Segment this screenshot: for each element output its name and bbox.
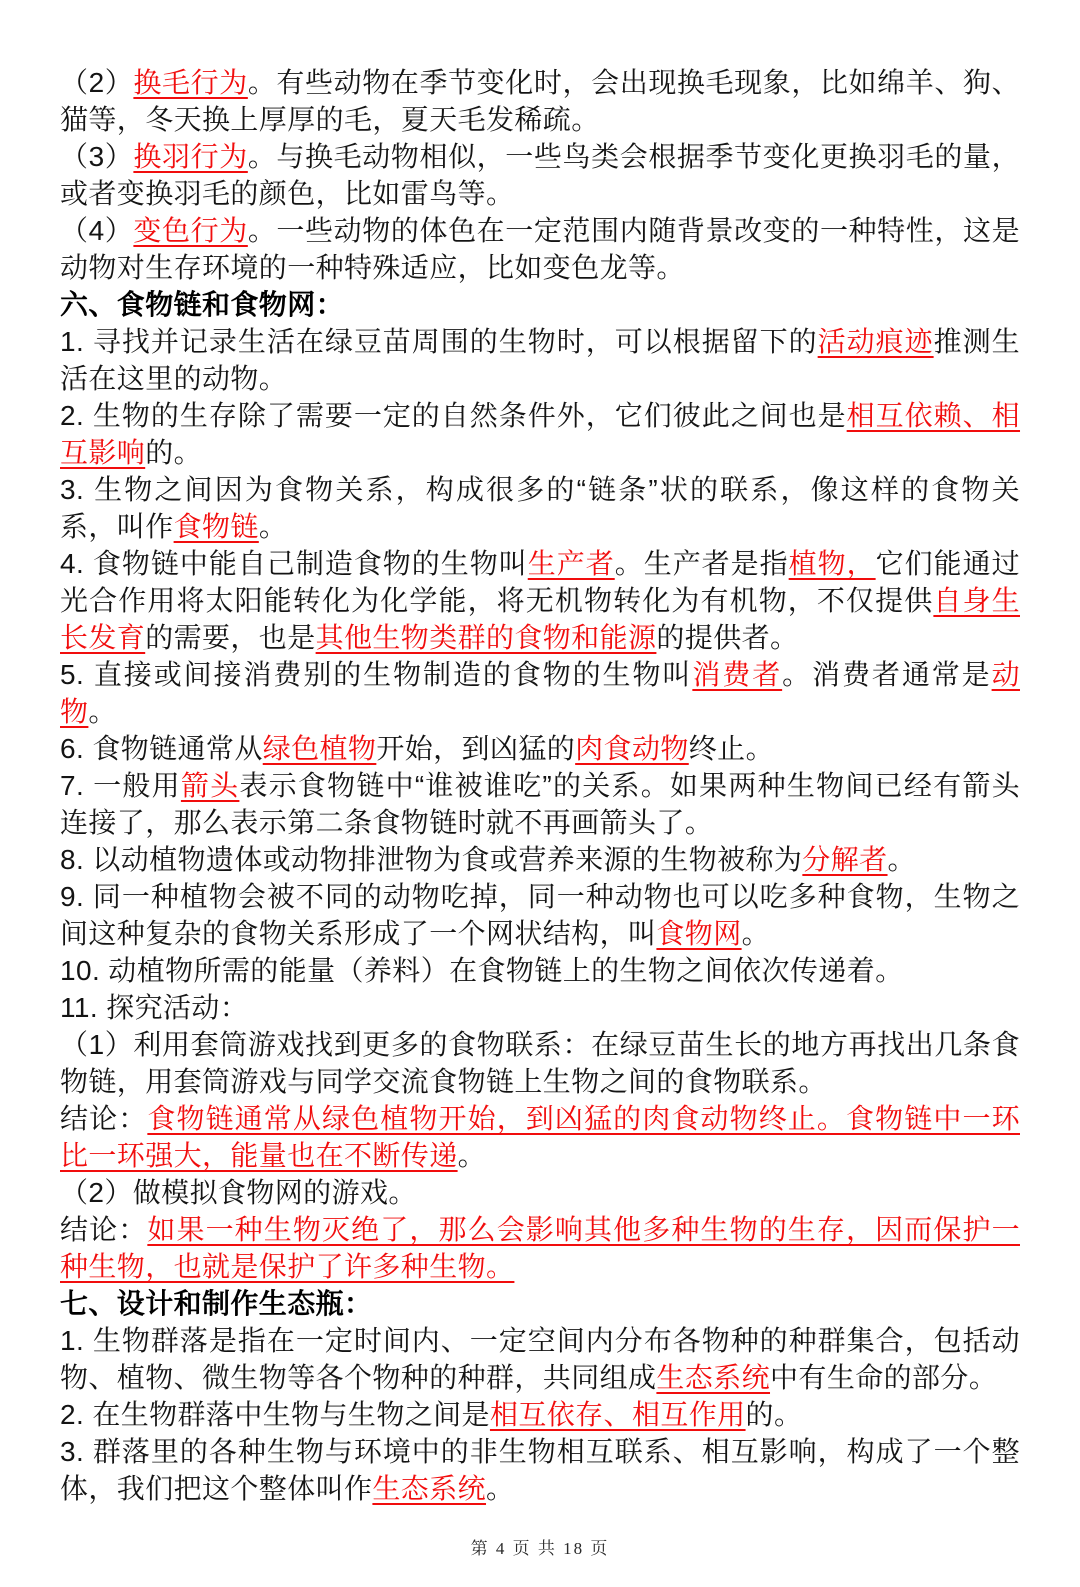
text-run: 它们能通过光合作用将太阳能转化为化学能，将无机物转化为有机物，不仅提供	[60, 548, 1020, 616]
text-run: 3. 群落里的各种生物与环境中的非生物相互联系、相互影响，构成了一个整体，我们把这个整体叫作	[60, 1436, 1020, 1504]
text-run: （2）	[60, 67, 134, 98]
highlight-term: 活动痕迹	[817, 326, 934, 357]
text-run: 1. 寻找并记录生活在绿豆苗周围的生物时，可以根据留下的	[60, 326, 818, 357]
text-run: 。	[258, 511, 288, 542]
text-run: 终止。	[688, 733, 774, 764]
text-run: 的。	[145, 437, 203, 468]
text-run: 中有生命的部分。	[770, 1362, 998, 1393]
paragraph	[60, 656, 1020, 730]
text-run: （2）做模拟食物网的游戏。	[60, 1177, 417, 1208]
paragraph	[60, 212, 1020, 286]
document-content	[60, 64, 1020, 1507]
paragraph	[60, 545, 1020, 656]
page-number-footer: 第 4 页 共 18 页	[470, 1539, 610, 1558]
text-run: 。消费者通常是	[782, 659, 992, 690]
text-run: 。	[88, 696, 117, 727]
paragraph	[60, 64, 1020, 138]
text-run: 6. 食物链通常从	[60, 733, 263, 764]
text-run: （1）利用套筒游戏找到更多的食物联系：在绿豆苗生长的地方再找出几条食物链，用套筒游戏与同学交流食物链上生物之间的食物联系。	[60, 1029, 1020, 1097]
text-run: 。与换毛动物相似，一些鸟类会根据季节变化更换羽毛的量，或者变换羽毛的颜色，比如雷鸟等。	[60, 141, 1020, 209]
text-run: （3）	[60, 141, 134, 172]
highlight-term: 相互依存、相互作用	[489, 1399, 746, 1430]
highlight-term: 相互依赖、相互影响	[60, 400, 1021, 468]
highlight-term: 食物网	[656, 918, 742, 949]
text-run: 结论：	[60, 1103, 148, 1134]
text-run: 结论：	[60, 1214, 148, 1245]
text-run: 开始，到凶猛的	[376, 733, 576, 764]
paragraph	[60, 1211, 1020, 1285]
text-run: 5. 直接或间接消费别的生物制造的食物的生物叫	[60, 659, 693, 690]
text-run: 推测生活在这里的动物。	[60, 326, 1021, 394]
paragraph	[60, 471, 1020, 545]
text-run: 。生产者是指	[614, 548, 789, 579]
paragraph	[60, 1026, 1020, 1100]
paragraph	[60, 841, 1020, 878]
highlight-term: 变色行为	[133, 215, 248, 246]
text-run: 4. 食物链中能自己制造食物的生物叫	[60, 548, 528, 579]
text-run: 表示食物链中“谁被谁吃”的关系。如果两种生物间已经有箭头连接了，那么表示第二条食物链时就不再画箭头了。	[60, 770, 1021, 838]
text-run: 8. 以动植物遗体或动物排泄物为食或营养来源的生物被称为	[60, 844, 803, 875]
paragraph	[60, 397, 1020, 471]
highlight-term: 换毛行为	[133, 67, 248, 98]
highlight-term: 生产者	[527, 548, 615, 579]
highlight-term: 消费者	[692, 659, 783, 690]
text-run: 的提供者。	[656, 622, 799, 653]
text-run: 。	[457, 1140, 487, 1171]
text-run: 。	[887, 844, 916, 875]
text-run: 。	[741, 918, 771, 949]
highlight-term: 箭头	[180, 770, 240, 801]
paragraph	[60, 1322, 1020, 1396]
text-run: 10. 动植物所需的能量（养料）在食物链上的生物之间依次传递着。	[60, 955, 904, 986]
highlight-term: 食物链	[173, 511, 259, 542]
highlight-term: 分解者	[802, 844, 888, 875]
highlight-term: 自身生长发育	[60, 585, 1020, 653]
paragraph	[60, 1174, 1020, 1211]
paragraph	[60, 730, 1020, 767]
text-run: 2. 在生物群落中生物与生物之间是	[60, 1399, 490, 1430]
highlight-term: 肉食动物	[575, 733, 689, 764]
highlight-term: 植物，	[788, 548, 876, 579]
highlight-term: 如果一种生物灭绝了，那么会影响其他多种生物的生存，因而保护一种生物，也就是保护了许多种生物。	[60, 1214, 1020, 1282]
paragraph	[60, 1433, 1020, 1507]
section-heading	[60, 1285, 1020, 1322]
text-run: 的。	[745, 1399, 803, 1430]
text-run: 六、食物链和食物网：	[60, 289, 345, 320]
text-run: 1. 生物群落是指在一定时间内、一定空间内分布各物种的种群集合，包括动物、植物、微生物等各个物种的种群，共同组成	[60, 1325, 1020, 1393]
text-run: （4）	[60, 215, 134, 246]
highlight-term: 换羽行为	[133, 141, 248, 172]
paragraph	[60, 878, 1020, 952]
paragraph	[60, 1396, 1020, 1433]
text-run: 。	[486, 1473, 515, 1504]
text-run: 七、设计和制作生态瓶：	[60, 1288, 373, 1319]
highlight-term: 生态系统	[372, 1473, 487, 1504]
text-run: 的需要，也是	[145, 622, 316, 653]
text-run: 。有些动物在季节变化时，会出现换毛现象，比如绵羊、狗、猫等，冬天换上厚厚的毛，夏天毛发稀疏。	[60, 67, 1020, 135]
section-heading	[60, 286, 1020, 323]
highlight-term: 食物链通常从绿色植物开始，到凶猛的肉食动物终止。食物链中一环比一环强大，能量也在不断传递	[60, 1103, 1020, 1171]
paragraph	[60, 989, 1020, 1026]
paragraph	[60, 323, 1020, 397]
paragraph	[60, 138, 1020, 212]
highlight-term: 绿色植物	[262, 733, 377, 764]
highlight-term: 其他生物类群的食物和能源	[315, 622, 657, 653]
highlight-term: 动物	[60, 659, 1020, 727]
text-run: 。一些动物的体色在一定范围内随背景改变的一种特性，这是动物对生存环境的一种特殊适应，比如变色龙等。	[60, 215, 1020, 283]
paragraph	[60, 1100, 1020, 1174]
text-run: 2. 生物的生存除了需要一定的自然条件外，它们彼此之间也是	[60, 400, 847, 431]
paragraph	[60, 767, 1020, 841]
paragraph	[60, 952, 1020, 989]
text-run: 3. 生物之间因为食物关系，构成很多的“链条”状的联系，像这样的食物关系，叫作	[60, 474, 1020, 542]
text-run: 7. 一般用	[60, 770, 181, 801]
text-run: 11. 探究活动：	[60, 992, 249, 1023]
highlight-term: 生态系统	[656, 1362, 771, 1393]
text-run: 9. 同一种植物会被不同的动物吃掉，同一种动物也可以吃多种食物，生物之间这种复杂的食物关系形成了一个网状结构，叫	[60, 881, 1020, 949]
